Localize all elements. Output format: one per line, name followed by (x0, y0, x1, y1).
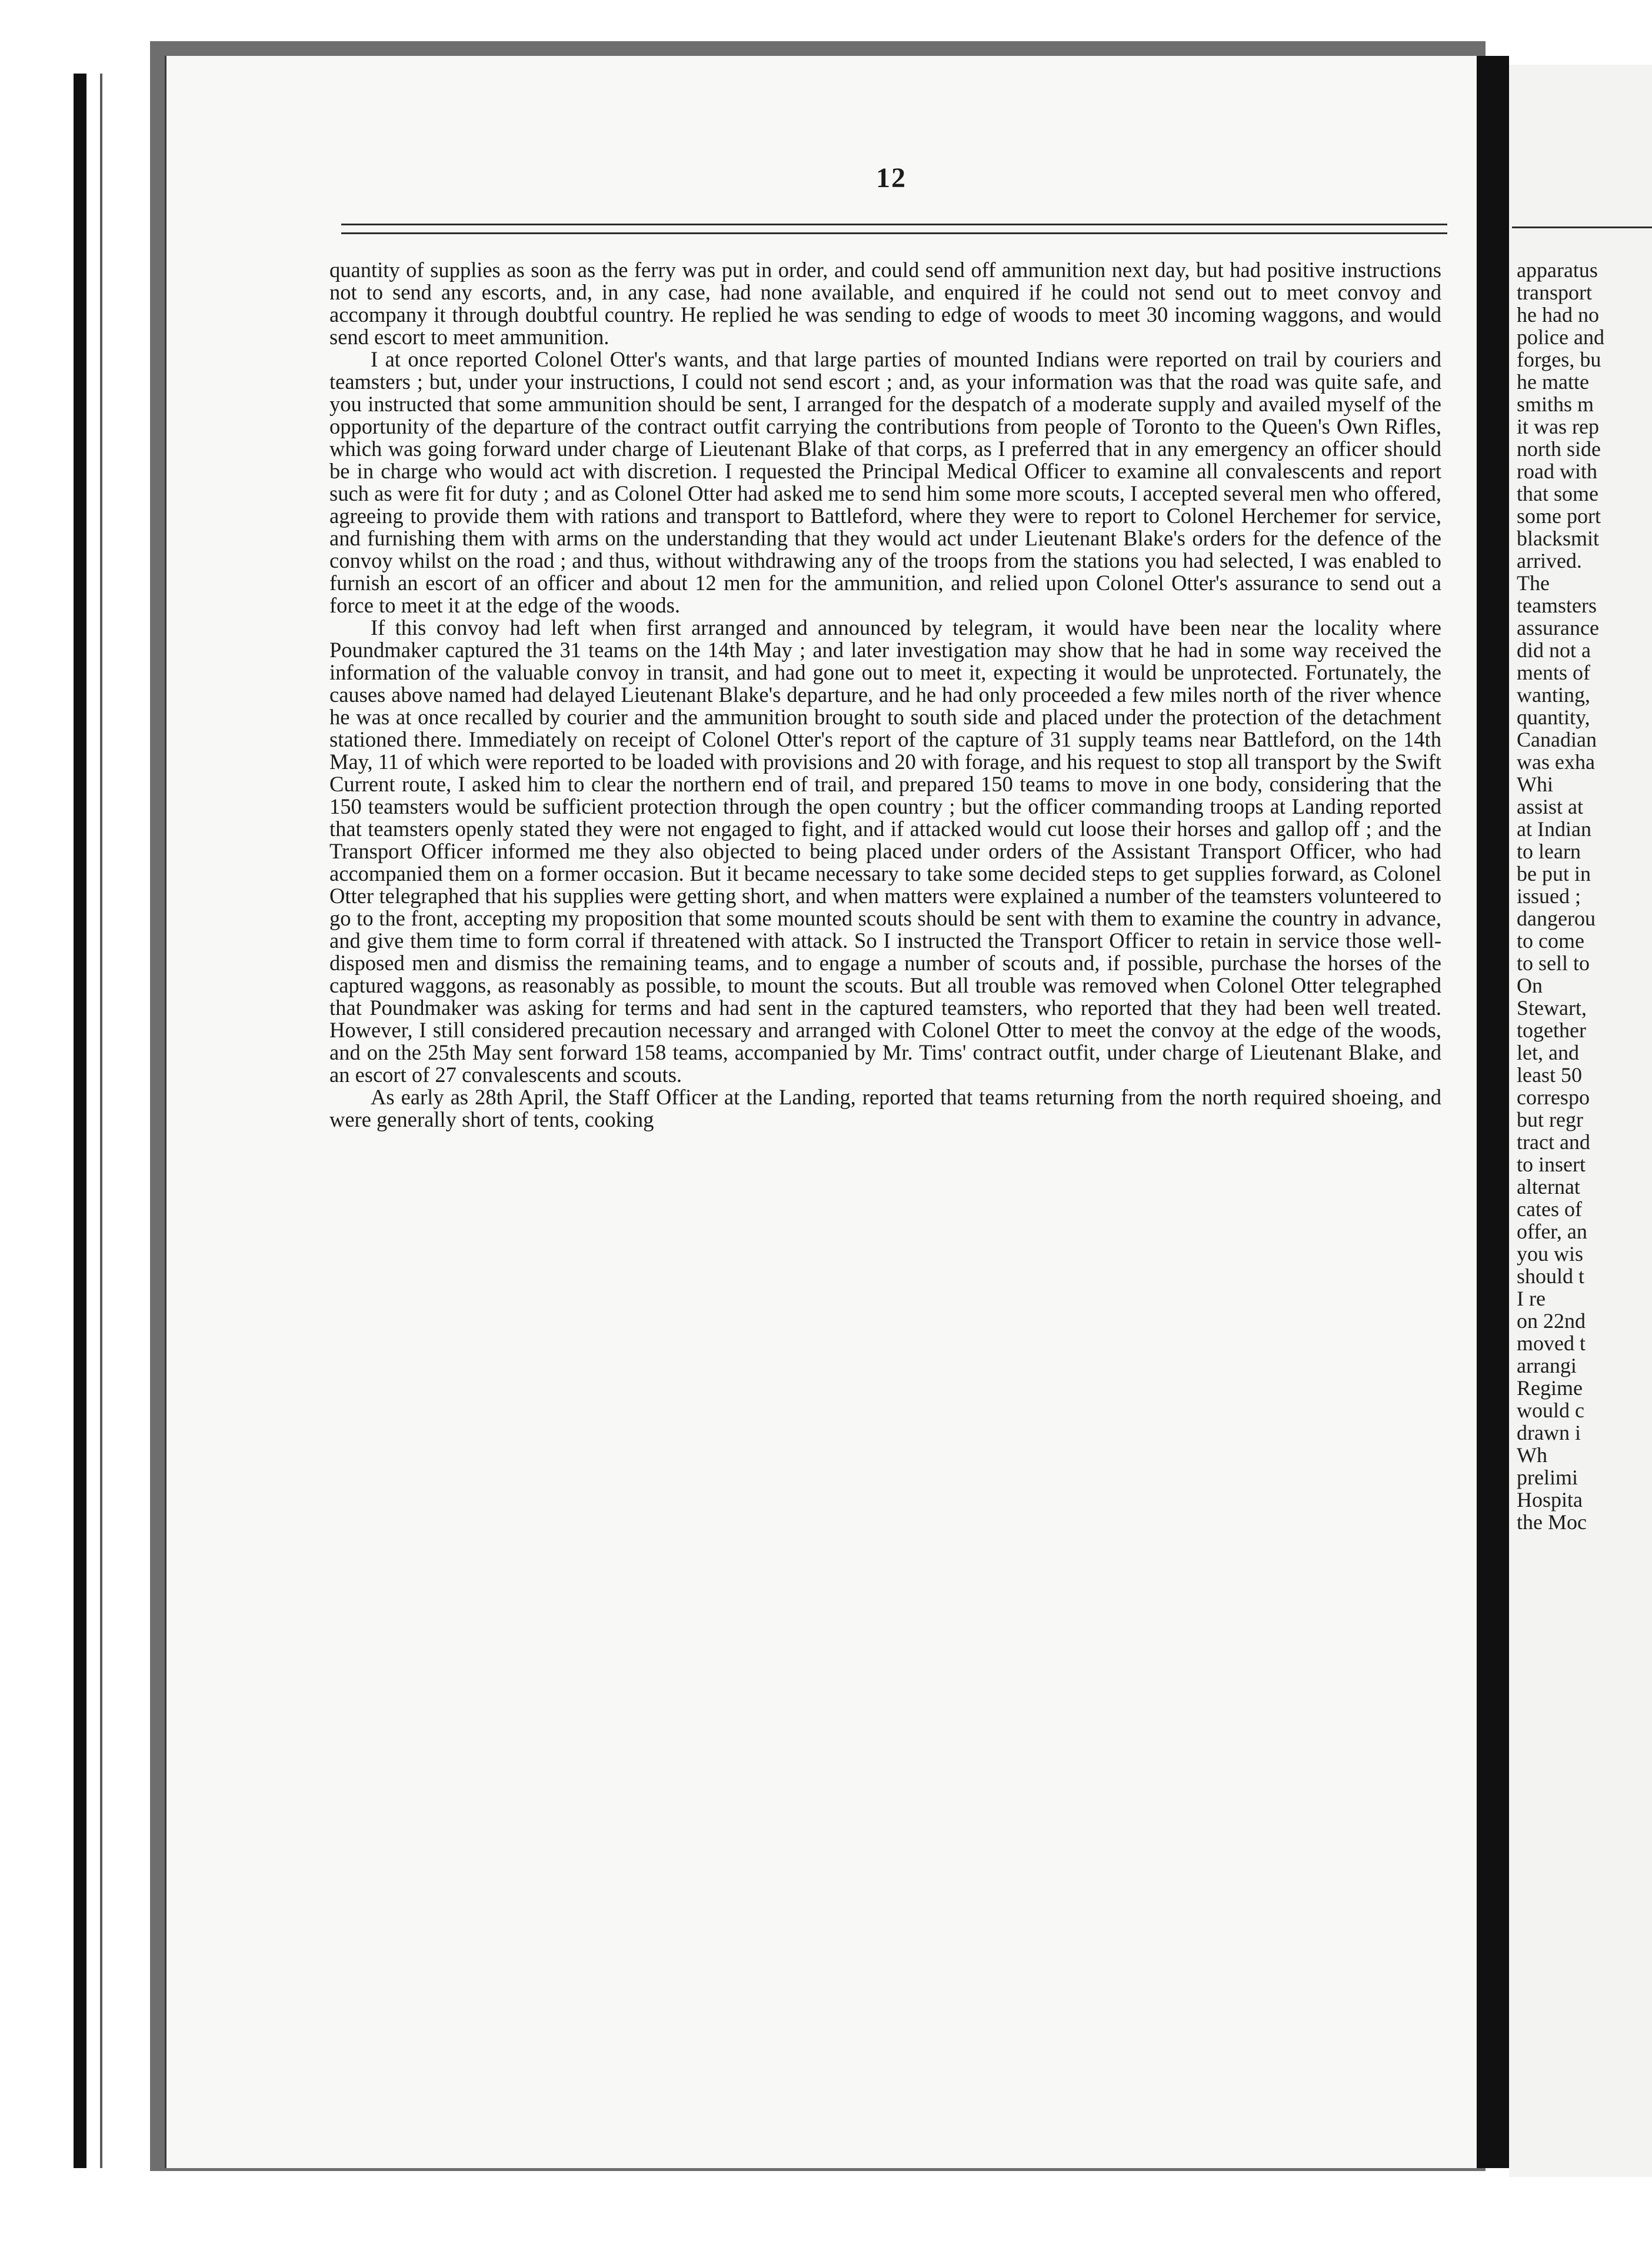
facing-page-line: moved t (1517, 1331, 1586, 1355)
facing-page-line: ments of (1517, 661, 1590, 684)
facing-page-line: to learn (1517, 840, 1581, 863)
header-rule-top (341, 224, 1447, 225)
paragraph: If this convoy had left when first arranged and announced by telegram, it would have been near the locality where Poundmaker captured the 31 teams on the 14th May ; and later investigation may show that he had in some way received the information of the valuable convoy in transit, and had gone out to meet it, expecting it would be unprotected. Fortunately, the causes above named had delayed Lieutenant Blake's departure, and he had only proceeded a few miles north of the river whence he was at once recalled by courier and the ammunition brought to south side and placed under the protection of the detachment stationed there. Immediately on receipt of Colonel Otter's report of the capture of 31 supply teams near Battleford, on the 14th May, 11 of which were reported to be loaded with provisions and 20 with forage, and his request to stop all transport by the Swift Current route, I asked him to clear the northern end of trail, and prepared 150 teams to move in one body, considering that the 150 teamsters would be sufficient protection through the open country ; but the officer commanding troops at Landing reported that teamsters openly stated they were not engaged to fight, and if attacked would cut loose their horses and gallop off ; and the Transport Officer informed me they also objected to being placed under orders of the Assistant Transport Officer, who had accompanied them on a former occasion. But it became necessary to take some decided steps to get supplies forward, as Colonel Otter telegraphed that his supplies were getting short, and when matters were explained a number of the teamsters volunteered to go to the front, accepting my proposition that some mounted scouts should be sent with them to examine the country in advance, and give them time to form corral if threatened with attack. So I instructed the Transport Officer to retain in service those well-disposed men and dismiss the remaining teams, and to engage a number of scouts and, if possible, purchase the horses of the captured waggons, as reasonably as possible, to mount the scouts. But all trouble was removed when Colonel Otter telegraphed that Poundmaker was asking for terms and had sent in the captured teamsters, who reported that they had been well treated. However, I still considered precaution necessary and arranged with Colonel Otter to meet the convoy at the edge of the woods, and on the 25th May sent forward 158 teams, accompanied by Mr. Tims' contract outfit, under charge of Lieutenant Blake, and an escort of 27 convalescents and scouts. (329, 615, 1441, 1087)
header-rule-bottom (341, 232, 1447, 234)
facing-page-line: apparatus (1517, 258, 1598, 282)
facing-page-line: the Moc (1517, 1510, 1587, 1534)
facing-page-line: blacksmit (1517, 527, 1599, 550)
facing-page-line: that some (1517, 482, 1598, 505)
facing-page-line: assist at (1517, 795, 1583, 818)
facing-page-line: be put in (1517, 862, 1591, 885)
facing-page-line: smiths m (1517, 392, 1594, 416)
facing-page-line: arrangi (1517, 1354, 1577, 1377)
facing-page-line: you wis (1517, 1242, 1584, 1266)
facing-page-line: alternat (1517, 1175, 1580, 1198)
paragraph: As early as 28th April, the Staff Officer at the Landing, reported that teams returning from the north required shoeing, and were generally short of tents, cooking (329, 1085, 1441, 1131)
facing-page-line: some port (1517, 504, 1601, 528)
facing-page-line: north side (1517, 437, 1601, 461)
facing-page-line: quantity, (1517, 705, 1590, 729)
facing-page-line: he matte (1517, 370, 1589, 394)
left-scan-border (74, 74, 86, 2168)
facing-page-line: police and (1517, 325, 1604, 349)
paragraph-continuation: quantity of supplies as soon as the ferry was put in order, and could send off ammunition next day, but had positive instructions not to send any escorts, and, in any case, had none available, and enquired if he could not send out to meet convoy and accompany it through doubtful country. He replied he was sending to edge of woods to meet 30 incoming waggons, and would send escort to meet ammunition. (329, 258, 1441, 349)
facing-page-line: cates of (1517, 1197, 1582, 1221)
facing-page-rule (1512, 227, 1652, 228)
facing-page-line: Wh (1517, 1443, 1547, 1467)
facing-page-line: drawn i (1517, 1421, 1581, 1444)
facing-page-line: least 50 (1517, 1063, 1582, 1087)
facing-page-line: together (1517, 1018, 1586, 1042)
facing-page-line: was exha (1517, 750, 1595, 774)
facing-page-line: Stewart, (1517, 996, 1587, 1020)
facing-page-line: it was rep (1517, 415, 1599, 438)
facing-page-line: issued ; (1517, 884, 1581, 908)
facing-page-line: assurance (1517, 616, 1599, 640)
facing-page-line: prelimi (1517, 1466, 1578, 1489)
facing-page-line: I re (1517, 1287, 1546, 1310)
facing-page-line: tract and (1517, 1130, 1590, 1154)
left-scan-rule (100, 74, 102, 2168)
page-number: 12 (876, 162, 907, 194)
body-text (329, 259, 1441, 1131)
facing-page-line: Hospita (1517, 1488, 1583, 1511)
facing-page-line: Canadian (1517, 728, 1597, 751)
facing-page-line: should t (1517, 1264, 1585, 1288)
facing-page-line: to come (1517, 929, 1584, 953)
book-gutter (1477, 56, 1509, 2168)
facing-page-text (1517, 259, 1652, 1533)
facing-page-line: would c (1517, 1399, 1584, 1422)
facing-page-line: he had no (1517, 303, 1599, 327)
facing-page-line: transport (1517, 281, 1592, 304)
facing-page-line: dangerou (1517, 907, 1596, 930)
facing-page-line: at Indian (1517, 817, 1591, 841)
facing-page-line: arrived. (1517, 549, 1582, 572)
facing-page-line: did not a (1517, 638, 1591, 662)
facing-page-line: Regime (1517, 1376, 1583, 1400)
facing-page-line: correspo (1517, 1086, 1590, 1109)
facing-page-line: The (1517, 571, 1550, 595)
facing-page-line: to sell to (1517, 951, 1590, 975)
facing-page-line: teamsters (1517, 594, 1597, 617)
facing-page-line: but regr (1517, 1108, 1583, 1131)
facing-page-line: forges, bu (1517, 348, 1601, 371)
facing-page-line: let, and (1517, 1041, 1579, 1064)
facing-page-line: Whi (1517, 773, 1553, 796)
facing-page-line: on 22nd (1517, 1309, 1586, 1333)
facing-page-line: to insert (1517, 1153, 1586, 1176)
facing-page-line: offer, an (1517, 1220, 1587, 1243)
facing-page-line: On (1517, 974, 1543, 997)
facing-page-line: wanting, (1517, 683, 1590, 707)
paragraph: I at once reported Colonel Otter's wants, and that large parties of mounted Indians were reported on trail by couriers and teamsters ; but, under your instructions, I could not send escort ; and, as your information was that the road was quite safe, and you instructed that some ammunition should be sent, I arranged for the despatch of a moderate supply and availed myself of the opportunity of the departure of the contract outfit carrying the contributions from people of Toronto to the Queen's Own Rifles, which was going forward under charge of Lieutenant Blake of that corps, as I preferred that in any emergency an officer should be in charge who would act with discretion. I requested the Principal Medical Officer to examine all convalescents and report such as were fit for duty ; and as Colonel Otter had asked me to send him some more scouts, I accepted several men who offered, agreeing to provide them with rations and transport to Battleford, where they were to report to Colonel Herchemer for service, and furnishing them with arms on the understanding that they would act under Lieutenant Blake's orders for the defence of the convoy whilst on the road ; and thus, without withdrawing any of the troops from the stations you had selected, I was enabled to furnish an escort of an officer and about 12 men for the ammunition, and relied upon Colonel Otter's assurance to send out a force to meet it at the edge of the woods. (329, 347, 1441, 617)
facing-page-line: road with (1517, 460, 1597, 483)
